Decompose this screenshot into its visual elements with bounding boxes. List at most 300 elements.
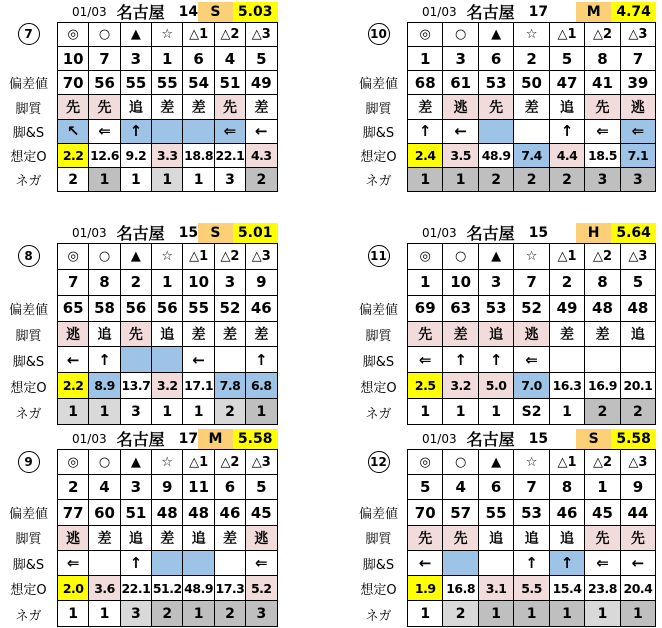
mark-cell: △1 (550, 244, 585, 270)
mark-cell: ◎ (408, 450, 443, 475)
race-date: 01/03 (72, 431, 107, 446)
deviation-value-cell: 52 (215, 296, 246, 322)
nega-count-cell: 1 (621, 601, 656, 626)
horse-number-cell: 10 (58, 47, 89, 71)
estimated-odds-cell: 15.4 (550, 576, 585, 601)
mark-cell: ◎ (408, 244, 443, 270)
estimated-odds-cell: 3.2 (152, 373, 183, 399)
nega-count-cell: 1 (183, 168, 214, 192)
estimated-odds-cell: 22.1 (121, 576, 152, 601)
deviation-value-cell: 65 (58, 296, 89, 322)
deviation-value-cell: 49 (550, 296, 585, 322)
estimated-odds-cell: 48.9 (183, 576, 214, 601)
running-style-cell: 追 (514, 526, 549, 551)
estimated-odds-cell: 2.2 (58, 373, 89, 399)
deviation-value-cell: 55 (183, 296, 214, 322)
race-number-circle: 10 (368, 23, 390, 45)
nega-count-cell: 3 (121, 399, 152, 425)
deviation-value-cell: 48 (621, 296, 656, 322)
leg-speed-arrow-cell: ↑ (479, 347, 514, 373)
race-data-grid (57, 22, 278, 192)
leg-speed-arrow-cell (89, 551, 120, 576)
deviation-value-cell: 46 (550, 500, 585, 525)
nega-count-cell: 2 (479, 168, 514, 192)
deviation-value-cell: 56 (121, 296, 152, 322)
leg-speed-arrow-cell (152, 120, 183, 144)
running-style-cell: 逃 (58, 526, 89, 551)
mark-cell: ○ (443, 244, 478, 270)
mark-cell: △2 (215, 244, 246, 270)
horse-number-cell: 6 (479, 475, 514, 500)
deviation-value-cell: 48 (152, 500, 183, 525)
row-label-estimated-odds: 想定O (10, 583, 47, 599)
mark-cell: ☆ (152, 23, 183, 47)
estimated-odds-cell: 7.1 (621, 144, 656, 168)
horse-number-cell: 8 (89, 270, 120, 296)
row-label-deviation: 偏差値 (358, 77, 398, 93)
nega-count-cell: 3 (215, 168, 246, 192)
deviation-value-cell: 46 (246, 296, 277, 322)
nega-count-cell: 1 (408, 399, 443, 425)
horse-number-cell: 5 (246, 475, 277, 500)
deviation-value-cell: 56 (152, 296, 183, 322)
leg-speed-arrow-cell (479, 120, 514, 144)
row-label-estimated-odds: 想定O (10, 150, 47, 166)
deviation-value-cell: 47 (550, 71, 585, 95)
race-date: 01/03 (422, 225, 457, 240)
pace-class-badge: S (576, 429, 611, 449)
race-header (57, 428, 278, 449)
horse-number-cell: 9 (246, 270, 277, 296)
race-data-grid (57, 449, 278, 627)
horse-number-cell: 4 (89, 475, 120, 500)
leg-speed-arrow-cell: ← (58, 347, 89, 373)
deviation-value-cell: 39 (621, 71, 656, 95)
mark-cell: ◎ (58, 23, 89, 47)
deviation-value-cell: 50 (514, 71, 549, 95)
nega-count-cell: 1 (514, 601, 549, 626)
leg-speed-arrow-cell: ↑ (408, 120, 443, 144)
horse-number-cell: 6 (183, 47, 214, 71)
deviation-value-cell: 52 (514, 296, 549, 322)
mark-cell: ▲ (479, 450, 514, 475)
deviation-value-cell: 70 (408, 500, 443, 525)
horse-number-cell: 2 (58, 475, 89, 500)
horse-number-cell: 8 (585, 270, 620, 296)
running-style-cell: 差 (246, 322, 277, 348)
horse-number-cell: 5 (550, 47, 585, 71)
nega-count-cell: 1 (152, 399, 183, 425)
leg-speed-arrow-cell: ↑ (121, 120, 152, 144)
nega-count-cell: 3 (585, 168, 620, 192)
deviation-value-cell: 53 (479, 71, 514, 95)
running-style-cell: 逃 (58, 322, 89, 348)
mark-cell: △2 (215, 450, 246, 475)
leg-speed-arrow-cell: ⇐ (408, 347, 443, 373)
estimated-odds-cell: 6.8 (246, 373, 277, 399)
running-style-cell: 先 (585, 526, 620, 551)
mark-cell: ▲ (121, 23, 152, 47)
mark-cell: ○ (443, 23, 478, 47)
mark-cell: ◎ (58, 244, 89, 270)
nega-count-cell: 2 (621, 399, 656, 425)
horse-number-cell: 2 (121, 270, 152, 296)
estimated-odds-cell: 18.8 (183, 144, 214, 168)
pace-value-badge: 5.64 (611, 223, 656, 243)
leg-speed-arrow-cell (183, 120, 214, 144)
horse-number-cell: 11 (183, 475, 214, 500)
running-style-cell: 追 (550, 526, 585, 551)
race-data-grid (57, 243, 278, 425)
estimated-odds-cell: 18.5 (585, 144, 620, 168)
mark-cell: ○ (89, 23, 120, 47)
nega-count-cell: 1 (183, 601, 214, 626)
mark-cell: ○ (443, 450, 478, 475)
estimated-odds-cell: 3.5 (443, 144, 478, 168)
row-label-running-style: 脚質 (365, 101, 392, 117)
estimated-odds-cell: 4.4 (550, 144, 585, 168)
race-date: 01/03 (422, 4, 457, 19)
mark-cell: △1 (550, 23, 585, 47)
deviation-value-cell: 46 (215, 500, 246, 525)
race-number-circle: 7 (18, 23, 40, 45)
deviation-value-cell: 55 (479, 500, 514, 525)
race-number: 15 (528, 224, 549, 241)
race-table-8 (0, 222, 278, 425)
race-date: 01/03 (422, 431, 457, 446)
deviation-value-cell: 70 (58, 71, 89, 95)
horse-number-cell: 10 (183, 270, 214, 296)
horse-number-cell: 7 (621, 47, 656, 71)
nega-count-cell: 1 (443, 168, 478, 192)
race-venue: 名古屋 (116, 224, 165, 243)
pace-class-badge: M (198, 429, 233, 449)
horse-number-cell: 6 (215, 475, 246, 500)
nega-count-cell: 3 (621, 168, 656, 192)
running-style-cell: 先 (621, 526, 656, 551)
race-table-7 (0, 1, 278, 192)
running-style-cell: 追 (479, 526, 514, 551)
running-style-cell: 差 (152, 526, 183, 551)
row-label-deviation: 偏差値 (8, 506, 48, 522)
estimated-odds-cell: 7.8 (215, 373, 246, 399)
horse-number-cell: 3 (121, 475, 152, 500)
horse-number-cell: 1 (408, 47, 443, 71)
row-label-leg-s: 脚&S (362, 557, 395, 573)
deviation-value-cell: 54 (183, 71, 214, 95)
leg-speed-arrow-cell (152, 347, 183, 373)
mark-cell: △1 (550, 450, 585, 475)
nega-count-cell: 2 (443, 601, 478, 626)
leg-speed-arrow-cell: ⇐ (621, 120, 656, 144)
estimated-odds-cell: 5.5 (514, 576, 549, 601)
nega-count-cell: 1 (550, 601, 585, 626)
leg-speed-arrow-cell (215, 347, 246, 373)
running-style-cell: 先 (215, 95, 246, 119)
nega-count-cell: 2 (246, 168, 277, 192)
deviation-value-cell: 48 (183, 500, 214, 525)
mark-cell: △2 (585, 450, 620, 475)
estimated-odds-cell: 23.8 (585, 576, 620, 601)
row-label-estimated-odds: 想定O (360, 150, 397, 166)
running-style-cell: 逃 (621, 95, 656, 119)
nega-count-cell: 2 (585, 399, 620, 425)
estimated-odds-cell: 17.3 (215, 576, 246, 601)
estimated-odds-cell: 20.1 (621, 373, 656, 399)
race-number-circle: 12 (368, 451, 390, 473)
race-venue: 名古屋 (466, 224, 515, 243)
estimated-odds-cell: 3.6 (89, 576, 120, 601)
pace-value-badge: 5.58 (233, 429, 278, 449)
estimated-odds-cell: 16.9 (585, 373, 620, 399)
mark-cell: ☆ (514, 244, 549, 270)
estimated-odds-cell: 2.5 (408, 373, 443, 399)
race-number: 15 (528, 430, 549, 447)
running-style-cell: 差 (443, 322, 478, 348)
leg-speed-arrow-cell: ↑ (246, 347, 277, 373)
race-date: 01/03 (72, 225, 107, 240)
estimated-odds-cell: 22.1 (215, 144, 246, 168)
horse-number-cell: 1 (408, 270, 443, 296)
mark-cell: ▲ (121, 450, 152, 475)
running-style-cell: 差 (514, 95, 549, 119)
running-style-cell: 追 (621, 322, 656, 348)
horse-number-cell: 3 (443, 47, 478, 71)
race-venue: 名古屋 (116, 430, 165, 449)
leg-speed-arrow-cell: ⇐ (58, 551, 89, 576)
leg-speed-arrow-cell: ← (443, 120, 478, 144)
race-table-12 (350, 428, 656, 627)
race-header (57, 222, 278, 243)
race-table-10 (350, 1, 656, 192)
nega-count-cell: 1 (58, 601, 89, 626)
leg-speed-arrow-cell: ⇐ (215, 120, 246, 144)
horse-number-cell: 3 (479, 270, 514, 296)
leg-speed-arrow-cell: ↑ (550, 120, 585, 144)
running-style-cell: 差 (215, 526, 246, 551)
mark-cell: ☆ (514, 23, 549, 47)
race-data-grid (407, 22, 656, 192)
running-style-cell: 差 (215, 322, 246, 348)
mark-cell: △3 (621, 23, 656, 47)
estimated-odds-cell: 12.6 (89, 144, 120, 168)
deviation-value-cell: 44 (621, 500, 656, 525)
leg-speed-arrow-cell: ⇐ (246, 551, 277, 576)
race-header (407, 1, 656, 22)
leg-speed-arrow-cell (152, 551, 183, 576)
race-number: 17 (178, 430, 199, 447)
nega-count-cell: 1 (246, 399, 277, 425)
row-label-running-style: 脚質 (365, 328, 392, 344)
pace-class-badge: M (576, 2, 611, 22)
mark-cell: △1 (183, 450, 214, 475)
estimated-odds-cell: 4.3 (246, 144, 277, 168)
leg-speed-arrow-cell: ↑ (550, 551, 585, 576)
race-table-9 (0, 428, 278, 627)
race-number-circle: 9 (18, 451, 40, 473)
row-label-deviation: 偏差値 (8, 302, 48, 318)
deviation-value-cell: 60 (89, 500, 120, 525)
horse-number-cell: 6 (479, 47, 514, 71)
leg-speed-arrow-cell (550, 347, 585, 373)
nega-count-cell: 2 (215, 601, 246, 626)
horse-number-cell: 3 (121, 47, 152, 71)
running-style-cell: 先 (443, 526, 478, 551)
horse-number-cell: 7 (514, 475, 549, 500)
leg-speed-arrow-cell (479, 551, 514, 576)
nega-count-cell: 1 (121, 168, 152, 192)
estimated-odds-cell: 3.1 (479, 576, 514, 601)
deviation-value-cell: 68 (408, 71, 443, 95)
mark-cell: △3 (246, 450, 277, 475)
leg-speed-arrow-cell: ↑ (121, 551, 152, 576)
deviation-value-cell: 61 (443, 71, 478, 95)
nega-count-cell: 1 (152, 168, 183, 192)
running-style-cell: 先 (58, 95, 89, 119)
mark-cell: △1 (183, 244, 214, 270)
running-style-cell: 先 (479, 95, 514, 119)
leg-speed-arrow-cell: ↖ (58, 120, 89, 144)
deviation-value-cell: 51 (215, 71, 246, 95)
horse-number-cell: 7 (89, 47, 120, 71)
race-header (57, 1, 278, 22)
running-style-cell: 差 (152, 95, 183, 119)
leg-speed-arrow-cell: ⇐ (585, 551, 620, 576)
nega-count-cell: 2 (215, 399, 246, 425)
running-style-cell: 先 (408, 322, 443, 348)
horse-number-cell: 5 (408, 475, 443, 500)
leg-speed-arrow-cell: ← (246, 120, 277, 144)
deviation-value-cell: 56 (89, 71, 120, 95)
mark-cell: ▲ (121, 244, 152, 270)
running-style-cell: 追 (152, 322, 183, 348)
mark-cell: ▲ (479, 23, 514, 47)
race-data-grid (407, 243, 656, 425)
running-style-cell: 追 (121, 95, 152, 119)
estimated-odds-cell: 16.8 (443, 576, 478, 601)
running-style-cell: 逃 (514, 322, 549, 348)
leg-speed-arrow-cell: ↑ (443, 347, 478, 373)
estimated-odds-cell: 51.2 (152, 576, 183, 601)
race-venue: 名古屋 (466, 430, 515, 449)
nega-count-cell: 1 (89, 168, 120, 192)
row-label-running-style: 脚質 (15, 532, 42, 548)
horse-number-cell: 8 (585, 47, 620, 71)
row-label-estimated-odds: 想定O (360, 380, 397, 396)
running-style-cell: 追 (121, 526, 152, 551)
running-style-cell: 差 (183, 322, 214, 348)
nega-count-cell: 1 (443, 399, 478, 425)
leg-speed-arrow-cell: ⇐ (89, 120, 120, 144)
horse-number-cell: 8 (550, 475, 585, 500)
estimated-odds-cell: 13.7 (121, 373, 152, 399)
deviation-value-cell: 49 (246, 71, 277, 95)
pace-class-badge: H (576, 223, 611, 243)
running-style-cell: 追 (89, 322, 120, 348)
row-label-deviation: 偏差値 (358, 302, 398, 318)
estimated-odds-cell: 9.2 (121, 144, 152, 168)
estimated-odds-cell: 5.2 (246, 576, 277, 601)
pace-value-badge: 5.03 (233, 2, 278, 22)
row-label-running-style: 脚質 (15, 101, 42, 117)
race-venue: 名古屋 (466, 3, 515, 22)
row-label-leg-s: 脚&S (12, 125, 45, 141)
horse-number-cell: 5 (246, 47, 277, 71)
estimated-odds-cell: 1.9 (408, 576, 443, 601)
running-style-cell: 差 (408, 95, 443, 119)
deviation-value-cell: 63 (443, 296, 478, 322)
horse-number-cell: 1 (585, 475, 620, 500)
horse-number-cell: 7 (514, 270, 549, 296)
row-label-estimated-odds: 想定O (360, 583, 397, 599)
nega-count-cell: 1 (408, 168, 443, 192)
running-style-cell: 差 (183, 95, 214, 119)
race-number: 17 (528, 3, 549, 20)
row-label-nega: ネガ (15, 406, 42, 422)
row-label-nega: ネガ (365, 174, 392, 190)
nega-count-cell: 3 (246, 601, 277, 626)
leg-speed-arrow-cell (121, 347, 152, 373)
estimated-odds-cell: 16.3 (550, 373, 585, 399)
deviation-value-cell: 53 (479, 296, 514, 322)
nega-count-cell: 2 (152, 601, 183, 626)
nega-count-cell: 1 (479, 399, 514, 425)
horse-number-cell: 4 (215, 47, 246, 71)
pace-class-badge: S (198, 2, 233, 22)
deviation-value-cell: 55 (152, 71, 183, 95)
mark-cell: △3 (621, 450, 656, 475)
horse-number-cell: 7 (58, 270, 89, 296)
pace-value-badge: 5.58 (611, 429, 656, 449)
horse-number-cell: 9 (152, 475, 183, 500)
horse-number-cell: 2 (550, 270, 585, 296)
mark-cell: △2 (585, 244, 620, 270)
nega-count-cell: 2 (514, 168, 549, 192)
row-label-nega: ネガ (365, 608, 392, 624)
estimated-odds-cell: 7.0 (514, 373, 549, 399)
estimated-odds-cell: 2.0 (58, 576, 89, 601)
row-label-nega: ネガ (15, 608, 42, 624)
running-style-cell: 差 (89, 526, 120, 551)
row-label-nega: ネガ (15, 174, 42, 190)
race-number: 14 (178, 3, 199, 20)
running-style-cell: 先 (89, 95, 120, 119)
estimated-odds-cell: 17.1 (183, 373, 214, 399)
mark-cell: △3 (621, 244, 656, 270)
leg-speed-arrow-cell (443, 551, 478, 576)
estimated-odds-cell: 2.4 (408, 144, 443, 168)
nega-count-cell: 1 (183, 399, 214, 425)
leg-speed-arrow-cell (514, 120, 549, 144)
horse-number-cell: 5 (621, 270, 656, 296)
deviation-value-cell: 51 (121, 500, 152, 525)
row-label-deviation: 偏差値 (358, 506, 398, 522)
deviation-value-cell: 45 (246, 500, 277, 525)
horse-number-cell: 3 (215, 270, 246, 296)
estimated-odds-cell: 2.2 (58, 144, 89, 168)
row-label-deviation: 偏差値 (8, 77, 48, 93)
nega-count-cell: 1 (89, 601, 120, 626)
leg-speed-arrow-cell (585, 347, 620, 373)
horse-number-cell: 1 (152, 47, 183, 71)
leg-speed-arrow-cell: ← (621, 551, 656, 576)
leg-speed-arrow-cell: ⇐ (514, 347, 549, 373)
mark-cell: △3 (246, 244, 277, 270)
mark-cell: ☆ (152, 450, 183, 475)
leg-speed-arrow-cell (183, 551, 214, 576)
leg-speed-arrow-cell (215, 551, 246, 576)
running-style-cell: 先 (585, 95, 620, 119)
